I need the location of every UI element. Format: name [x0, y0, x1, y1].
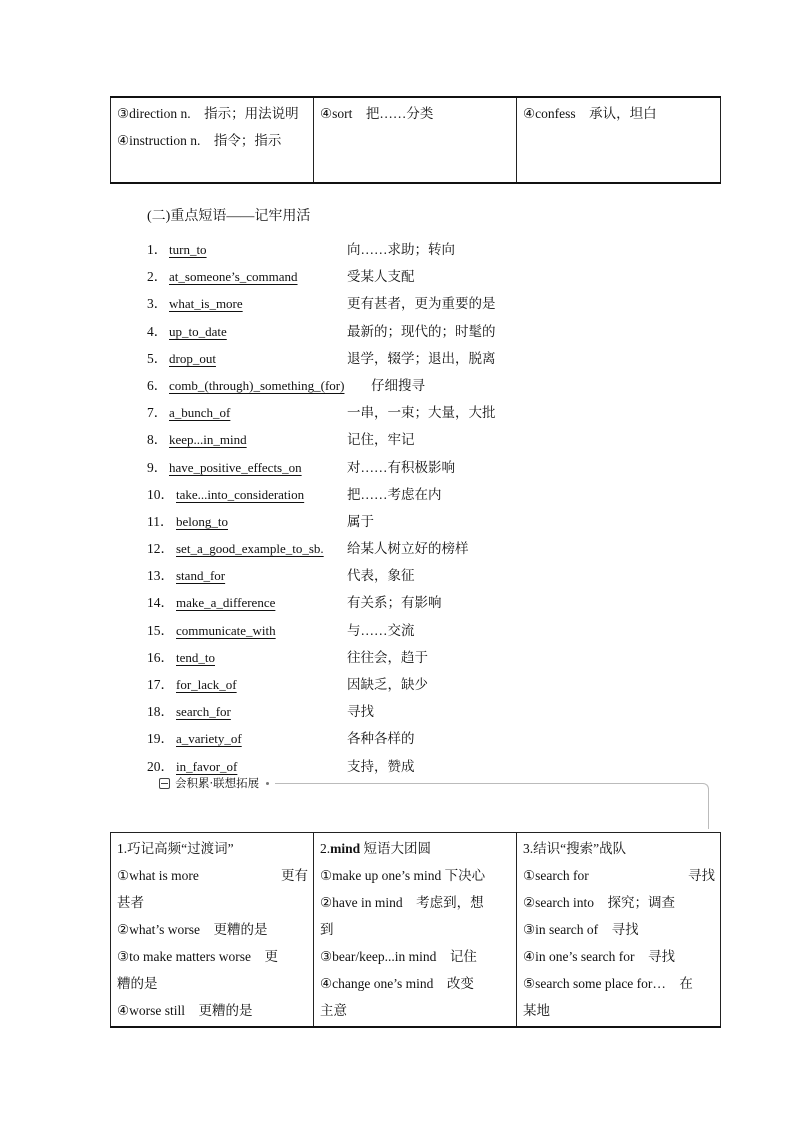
phrase-item	[147, 589, 547, 616]
vocab-cell-3	[517, 97, 721, 183]
phrase-number: 1．	[147, 242, 168, 257]
phrase-chinese: 各种各样的	[347, 731, 415, 747]
phrase-chinese: 更有甚者，更为重要的是	[347, 296, 496, 312]
phrase-chinese: 与……交流	[347, 622, 415, 638]
phrase-item	[147, 290, 547, 317]
phrase-english: search_for	[176, 704, 231, 720]
phrase-number: 5．	[147, 350, 168, 366]
phrase-english: tend_to	[176, 649, 215, 665]
phrase-item	[147, 481, 547, 508]
phrase-item	[147, 426, 547, 453]
cell-line: ①make up one’s mind 下决心	[320, 868, 486, 883]
phrase-number: 8．	[147, 432, 168, 448]
title-cn: 短语大团圆	[363, 841, 432, 856]
phrase-english: stand_for	[176, 568, 226, 584]
cell-title: 3.结识“搜索”战队	[523, 841, 627, 856]
cell-line: ③in search of 寻找	[523, 922, 639, 937]
phrase-english: turn_to	[169, 242, 207, 257]
cell-line: ③bear/keep...in mind 记住	[320, 949, 477, 964]
expansion-cell-transition-words	[111, 833, 314, 1028]
phrase-chinese: 支持，赞成	[347, 758, 415, 774]
phrase-chinese: 代表，象征	[347, 568, 415, 584]
vocab-line: ③direction n. 指示；用法说明	[117, 106, 299, 121]
phrase-number: 10．	[147, 486, 174, 502]
tip-box	[147, 776, 709, 829]
expansion-table	[110, 832, 721, 1028]
cell-line: 甚者	[117, 895, 144, 910]
cell-line: 糟的是	[117, 976, 158, 991]
vocab-cell-1	[111, 97, 314, 183]
phrase-number: 7．	[147, 405, 168, 421]
phrase-chinese: 退学，辍学；退出，脱离	[347, 350, 496, 366]
phrase-english: make_a_difference	[176, 595, 276, 611]
minus-box-icon	[159, 778, 170, 789]
phrase-item	[147, 562, 547, 589]
phrase-item	[147, 698, 547, 725]
phrase-item	[147, 725, 547, 752]
phrase-item	[147, 345, 547, 372]
phrase-english: in_favor_of	[176, 758, 238, 774]
cell-line	[523, 862, 715, 889]
phrase-english: for_lack_of	[176, 677, 237, 692]
phrase-chinese: 受某人支配	[347, 269, 415, 285]
phrase-item	[147, 318, 547, 345]
phrase-number: 20．	[147, 758, 174, 774]
phrase-chinese: 属于	[347, 513, 374, 529]
cell-line: ②what’s worse 更糟的是	[117, 922, 268, 937]
phrase-number: 17．	[147, 677, 174, 692]
phrase-number: 9．	[147, 459, 168, 475]
phrase-english: communicate_with	[176, 622, 276, 638]
phrase-number: 11．	[147, 513, 174, 529]
phrase-english: have_positive_effects_on	[169, 459, 302, 475]
vocab-table-top	[110, 96, 721, 184]
cell-line: ⑤search some place for… 在	[523, 976, 693, 991]
vocab-line: ④instruction n. 指令；指示	[117, 133, 282, 148]
phrase-number: 13．	[147, 568, 174, 584]
vocab-line: ④sort 把……分类	[320, 106, 434, 121]
dot-icon	[266, 782, 269, 785]
phrase-item	[147, 263, 547, 290]
phrase-english: up_to_date	[169, 323, 227, 339]
phrase-chinese: 寻找	[347, 704, 374, 720]
expansion-cell-mind-phrases	[314, 833, 517, 1028]
cell-text: ①search for	[523, 868, 589, 883]
phrase-number: 2．	[147, 269, 168, 285]
cell-line: 某地	[523, 1003, 550, 1018]
phrase-chinese: 一串，一束；大量，大批	[347, 405, 496, 421]
phrase-number: 18．	[147, 704, 174, 720]
cell-line: 主意	[320, 1003, 347, 1018]
phrase-number: 6．	[147, 377, 168, 393]
expansion-cell-search-phrases	[517, 833, 721, 1028]
cell-line: 到	[320, 922, 334, 937]
phrase-chinese: 对……有积极影响	[347, 459, 455, 475]
phrase-english: comb_(through)_something_(for)	[169, 377, 345, 393]
tip-header	[147, 775, 275, 791]
cell-line	[117, 862, 308, 889]
phrase-chinese: 有关系；有影响	[347, 595, 442, 611]
cell-title	[320, 835, 511, 862]
phrase-number: 14．	[147, 595, 174, 611]
vocab-line: ④confess 承认，坦白	[523, 106, 657, 121]
phrase-chinese: 给某人树立好的榜样	[347, 541, 469, 557]
phrase-item	[147, 399, 547, 426]
phrase-english: belong_to	[176, 513, 228, 529]
title-en: mind	[330, 841, 361, 856]
cell-line: ④change one’s mind 改变	[320, 976, 474, 991]
cell-line: ②search into 探究；调查	[523, 895, 675, 910]
phrase-number: 4．	[147, 323, 168, 339]
phrase-item	[147, 508, 547, 535]
cell-line: ④in one’s search for 寻找	[523, 949, 675, 964]
phrase-chinese: 仔细搜寻	[371, 377, 425, 393]
phrase-english: set_a_good_example_to_sb.	[176, 541, 324, 557]
phrase-item	[147, 535, 547, 562]
phrase-chinese: 往往会，趋于	[347, 649, 428, 665]
cell-text: 寻找	[688, 868, 715, 883]
phrase-item	[147, 617, 547, 644]
phrase-item	[147, 671, 547, 698]
phrase-chinese: 最新的；现代的；时髦的	[347, 323, 496, 339]
phrase-number: 15．	[147, 622, 174, 638]
phrase-english: take...into_consideration	[176, 486, 305, 502]
cell-line: ③to make matters worse 更	[117, 949, 278, 964]
phrase-item	[147, 454, 547, 481]
tip-label: 会积累·联想拓展	[175, 776, 260, 790]
section-title: (二)重点短语——记牢用活	[147, 209, 311, 224]
cell-text: ①what is more	[117, 868, 199, 883]
phrase-english: keep...in_mind	[169, 432, 247, 448]
phrase-number: 19．	[147, 731, 174, 747]
phrase-english: drop_out	[169, 350, 216, 366]
phrase-list	[147, 236, 547, 780]
phrase-english: what_is_more	[169, 296, 243, 312]
cell-title: 1.巧记高频“过渡词”	[117, 841, 234, 856]
phrase-english: a_variety_of	[176, 731, 242, 747]
phrase-item	[147, 644, 547, 671]
phrase-chinese: 因缺乏，缺少	[347, 677, 428, 692]
phrase-english: at_someone’s_command	[169, 269, 298, 285]
phrase-chinese: 向……求助；转向	[347, 242, 455, 257]
cell-text: 更有	[281, 868, 308, 883]
phrase-number: 12．	[147, 541, 174, 557]
phrase-item	[147, 372, 547, 399]
phrase-chinese: 记住，牢记	[347, 432, 415, 448]
phrase-number: 3．	[147, 296, 168, 312]
cell-line: ④worse still 更糟的是	[117, 1003, 253, 1018]
cell-line: ②have in mind 考虑到，想	[320, 895, 484, 910]
phrase-chinese: 把……考虑在内	[347, 486, 442, 502]
title-num: 2.	[320, 841, 331, 856]
phrase-english: a_bunch_of	[169, 405, 231, 421]
vocab-cell-2	[314, 97, 517, 183]
phrase-item	[147, 236, 547, 263]
phrase-number: 16．	[147, 649, 174, 665]
